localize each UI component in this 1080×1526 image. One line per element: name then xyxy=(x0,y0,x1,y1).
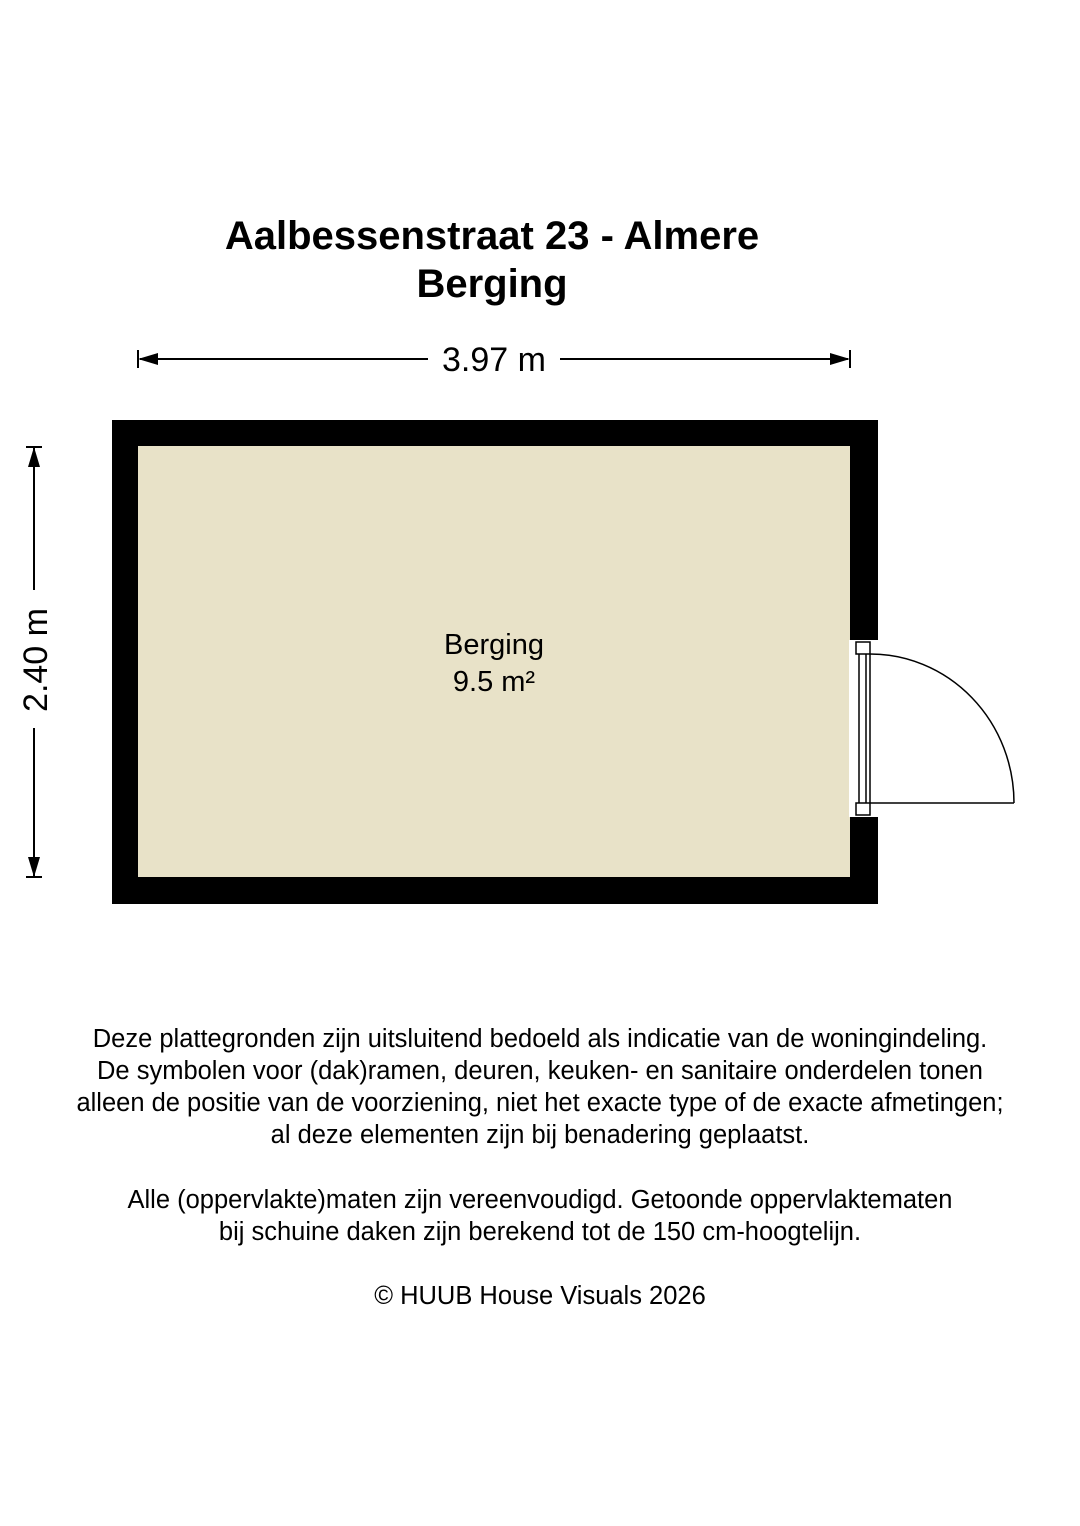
disclaimer-line: alleen de positie van de voorziening, niet het exacte type of de exacte afmetingen; xyxy=(76,1089,1004,1117)
arrow-right-icon xyxy=(830,353,850,365)
room-berging xyxy=(112,420,1014,904)
height-dimension-label: 2.40 m xyxy=(17,608,55,712)
arrow-up-icon xyxy=(28,447,40,467)
disclaimer-line: Alle (oppervlakte)maten zijn vereenvoudigd. Getoonde oppervlaktematen xyxy=(127,1186,953,1214)
door-swing-arc xyxy=(870,654,1014,803)
width-dimension xyxy=(138,341,850,379)
door-opening xyxy=(849,640,879,817)
arrow-left-icon xyxy=(138,353,158,365)
page-subtitle: Berging xyxy=(416,262,568,306)
room-area: 9.5 m² xyxy=(452,666,536,698)
disclaimer-line: al deze elementen zijn bij benadering geplaatst. xyxy=(270,1121,810,1149)
disclaimer-line: De symbolen voor (dak)ramen, deuren, keuken- en sanitaire onderdelen tonen xyxy=(97,1057,983,1085)
height-dimension xyxy=(17,447,55,877)
door-frame-bottom xyxy=(856,803,870,815)
room-floor xyxy=(138,446,850,877)
width-dimension-label: 3.97 m xyxy=(442,341,546,379)
disclaimer-paragraph-1 xyxy=(0,1023,1080,1151)
arrow-down-icon xyxy=(28,857,40,877)
door-frame-top xyxy=(856,642,870,654)
copyright-text: © HUUB House Visuals 2026 xyxy=(374,1282,706,1310)
disclaimer-line: bij schuine daken zijn berekend tot de 150 cm-hoogtelijn. xyxy=(218,1218,862,1246)
disclaimer-line: Deze plattegronden zijn uitsluitend bedoeld als indicatie van de woningindeling. xyxy=(92,1025,988,1053)
page-title: Aalbessenstraat 23 - Almere xyxy=(224,214,760,258)
room-name: Berging xyxy=(444,629,544,661)
disclaimer-paragraph-2 xyxy=(0,1184,1080,1248)
copyright-notice xyxy=(0,1280,1080,1312)
